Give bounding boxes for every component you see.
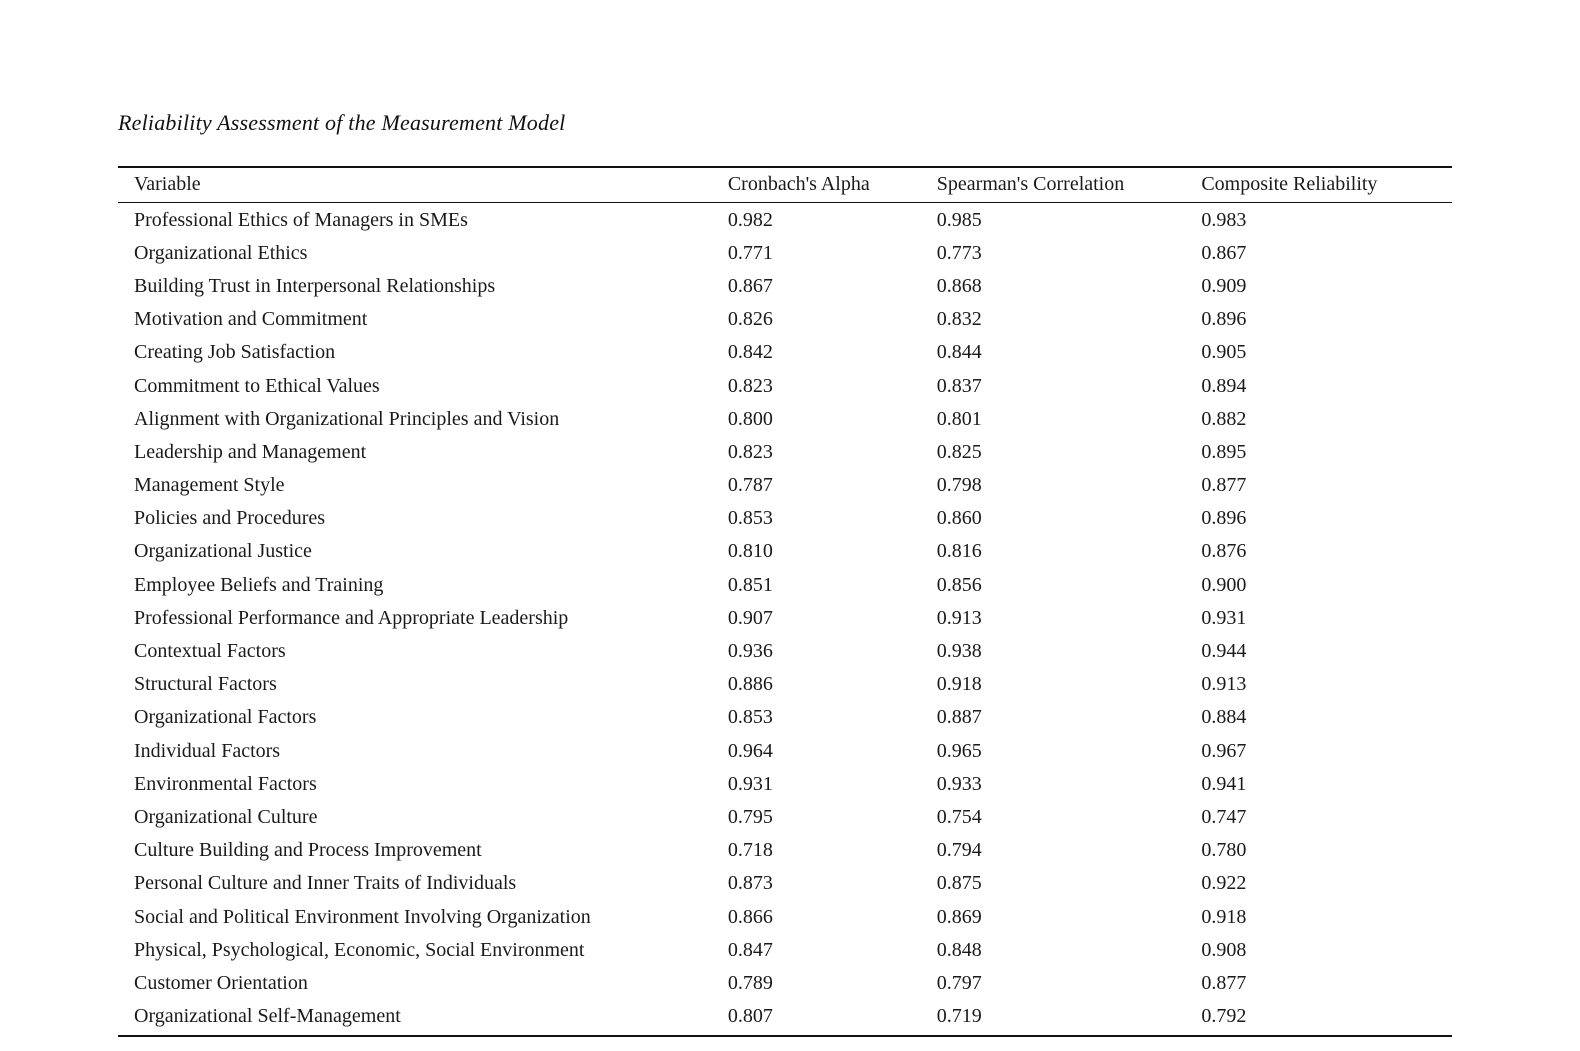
cell-spearman-correlation: 0.913 <box>936 606 982 629</box>
cell-cronbach-alpha: 0.800 <box>727 407 773 430</box>
table-row <box>118 767 1452 800</box>
cell-composite-reliability: 0.896 <box>1201 308 1247 331</box>
table-row <box>118 435 1452 468</box>
table-row <box>118 834 1452 867</box>
cell-spearman-correlation: 0.801 <box>936 407 982 430</box>
table-row <box>118 269 1452 302</box>
cell-variable: Personal Culture and Inner Traits of Individuals <box>134 872 517 895</box>
cell-composite-reliability: 0.877 <box>1201 971 1247 994</box>
table-row <box>118 469 1452 502</box>
cell-cronbach-alpha: 0.787 <box>727 474 773 497</box>
cell-spearman-correlation: 0.816 <box>936 540 982 563</box>
cell-composite-reliability: 0.905 <box>1201 341 1247 364</box>
cell-composite-reliability: 0.792 <box>1201 1000 1452 1037</box>
cell-cronbach-alpha: 0.886 <box>727 673 773 696</box>
table-body <box>118 203 1452 1037</box>
cell-variable: Alignment with Organizational Principles and Vision <box>134 407 560 430</box>
cell-composite-reliability: 0.908 <box>1201 938 1247 961</box>
cell-cronbach-alpha: 0.847 <box>727 938 773 961</box>
cell-cronbach-alpha: 0.851 <box>727 573 773 596</box>
cell-cronbach-alpha: 0.823 <box>727 374 773 397</box>
cell-variable: Management Style <box>134 474 285 497</box>
cell-cronbach-alpha: 0.866 <box>727 905 773 928</box>
reliability-table <box>118 166 1452 1037</box>
cell-spearman-correlation: 0.985 <box>936 208 982 231</box>
cell-variable: Motivation and Commitment <box>134 308 368 331</box>
table-row <box>118 369 1452 402</box>
cell-cronbach-alpha: 0.810 <box>727 540 773 563</box>
cell-variable: Organizational Ethics <box>134 241 308 264</box>
cell-variable: Professional Ethics of Managers in SMEs <box>134 208 468 231</box>
cell-composite-reliability: 0.944 <box>1201 640 1247 663</box>
cell-cronbach-alpha: 0.982 <box>727 208 773 231</box>
table-row <box>118 867 1452 900</box>
table-row <box>118 402 1452 435</box>
cell-spearman-correlation: 0.797 <box>936 971 982 994</box>
table-row <box>118 966 1452 999</box>
table-row <box>118 203 1452 237</box>
table-row <box>118 535 1452 568</box>
cell-composite-reliability: 0.918 <box>1201 905 1247 928</box>
cell-composite-reliability: 0.894 <box>1201 374 1247 397</box>
cell-cronbach-alpha: 0.789 <box>727 971 773 994</box>
cell-spearman-correlation: 0.869 <box>936 905 982 928</box>
cell-spearman-correlation: 0.875 <box>936 872 982 895</box>
cell-spearman-correlation: 0.868 <box>936 274 982 297</box>
table-caption: Reliability Assessment of the Measurement Model <box>118 110 566 135</box>
cell-variable: Commitment to Ethical Values <box>134 374 380 397</box>
cell-composite-reliability: 0.900 <box>1201 573 1247 596</box>
cell-spearman-correlation: 0.856 <box>936 573 982 596</box>
cell-cronbach-alpha: 0.842 <box>727 341 773 364</box>
table-header-row <box>118 167 1452 203</box>
table-row <box>118 933 1452 966</box>
cell-variable: Organizational Factors <box>134 706 317 729</box>
cell-spearman-correlation: 0.837 <box>936 374 982 397</box>
cell-spearman-correlation: 0.844 <box>936 341 982 364</box>
cell-composite-reliability: 0.909 <box>1201 274 1247 297</box>
cell-composite-reliability: 0.884 <box>1201 706 1247 729</box>
cell-cronbach-alpha: 0.873 <box>727 872 773 895</box>
cell-composite-reliability: 0.877 <box>1201 474 1247 497</box>
table-row <box>118 701 1452 734</box>
column-header-spearman: Spearman's Correlation <box>937 167 1202 203</box>
cell-variable: Organizational Justice <box>134 540 312 563</box>
cell-spearman-correlation: 0.860 <box>936 507 982 530</box>
cell-composite-reliability: 0.967 <box>1201 739 1247 762</box>
table-row <box>118 236 1452 269</box>
cell-variable: Organizational Self-Management <box>118 1000 728 1037</box>
cell-composite-reliability: 0.913 <box>1201 673 1247 696</box>
cell-spearman-correlation: 0.965 <box>936 739 982 762</box>
table-row <box>118 502 1452 535</box>
cell-variable: Customer Orientation <box>134 971 308 994</box>
table-row <box>118 900 1452 933</box>
table-row <box>118 1000 1452 1037</box>
cell-variable: Professional Performance and Appropriate Leadership <box>134 606 569 629</box>
cell-variable: Social and Political Environment Involving Organization <box>134 905 591 928</box>
table-row <box>118 601 1452 634</box>
cell-spearman-correlation: 0.887 <box>936 706 982 729</box>
cell-variable: Leadership and Management <box>134 440 367 463</box>
cell-spearman-correlation: 0.773 <box>936 241 982 264</box>
cell-composite-reliability: 0.896 <box>1201 507 1247 530</box>
cell-spearman-correlation: 0.825 <box>936 440 982 463</box>
cell-composite-reliability: 0.876 <box>1201 540 1247 563</box>
cell-composite-reliability: 0.895 <box>1201 440 1247 463</box>
cell-cronbach-alpha: 0.907 <box>727 606 773 629</box>
cell-variable: Physical, Psychological, Economic, Social Environment <box>134 938 585 961</box>
cell-composite-reliability: 0.931 <box>1201 606 1247 629</box>
cell-variable: Employee Beliefs and Training <box>134 573 384 596</box>
cell-variable: Contextual Factors <box>134 640 286 663</box>
table-row <box>118 336 1452 369</box>
table-row <box>118 734 1452 767</box>
cell-cronbach-alpha: 0.964 <box>727 739 773 762</box>
cell-composite-reliability: 0.983 <box>1201 208 1247 231</box>
cell-cronbach-alpha: 0.853 <box>727 507 773 530</box>
cell-cronbach-alpha: 0.823 <box>727 440 773 463</box>
reliability-table-container <box>118 166 1452 1037</box>
table-row <box>118 303 1452 336</box>
table-row <box>118 634 1452 667</box>
cell-variable: Environmental Factors <box>134 772 317 795</box>
cell-spearman-correlation: 0.918 <box>936 673 982 696</box>
cell-cronbach-alpha: 0.795 <box>727 805 773 828</box>
cell-cronbach-alpha: 0.826 <box>727 308 773 331</box>
table-row <box>118 568 1452 601</box>
cell-spearman-correlation: 0.938 <box>936 640 982 663</box>
cell-composite-reliability: 0.747 <box>1201 805 1247 828</box>
table-header <box>118 167 1452 203</box>
cell-variable: Building Trust in Interpersonal Relationships <box>134 274 496 297</box>
cell-spearman-correlation: 0.754 <box>936 805 982 828</box>
cell-spearman-correlation: 0.798 <box>936 474 982 497</box>
cell-composite-reliability: 0.780 <box>1201 839 1247 862</box>
cell-cronbach-alpha: 0.867 <box>727 274 773 297</box>
cell-spearman-correlation: 0.832 <box>936 308 982 331</box>
cell-cronbach-alpha: 0.718 <box>727 839 773 862</box>
cell-spearman-correlation: 0.848 <box>936 938 982 961</box>
cell-composite-reliability: 0.941 <box>1201 772 1247 795</box>
cell-cronbach-alpha: 0.936 <box>727 640 773 663</box>
cell-composite-reliability: 0.867 <box>1201 241 1247 264</box>
cell-composite-reliability: 0.882 <box>1201 407 1247 430</box>
cell-cronbach-alpha: 0.807 <box>728 1000 937 1037</box>
column-header-variable: Variable <box>118 167 728 203</box>
table-row <box>118 668 1452 701</box>
cell-variable: Creating Job Satisfaction <box>134 341 336 364</box>
cell-spearman-correlation: 0.719 <box>937 1000 1202 1037</box>
cell-variable: Culture Building and Process Improvement <box>134 839 482 862</box>
table-row <box>118 800 1452 833</box>
cell-composite-reliability: 0.922 <box>1201 872 1247 895</box>
cell-variable: Policies and Procedures <box>134 507 326 530</box>
cell-spearman-correlation: 0.933 <box>936 772 982 795</box>
cell-cronbach-alpha: 0.771 <box>727 241 773 264</box>
cell-cronbach-alpha: 0.931 <box>727 772 773 795</box>
cell-variable: Individual Factors <box>134 739 281 762</box>
column-header-alpha: Cronbach's Alpha <box>728 167 937 203</box>
cell-variable: Structural Factors <box>134 673 277 696</box>
cell-cronbach-alpha: 0.853 <box>727 706 773 729</box>
cell-variable: Organizational Culture <box>134 805 318 828</box>
column-header-composite: Composite Reliability <box>1201 167 1452 203</box>
cell-spearman-correlation: 0.794 <box>936 839 982 862</box>
